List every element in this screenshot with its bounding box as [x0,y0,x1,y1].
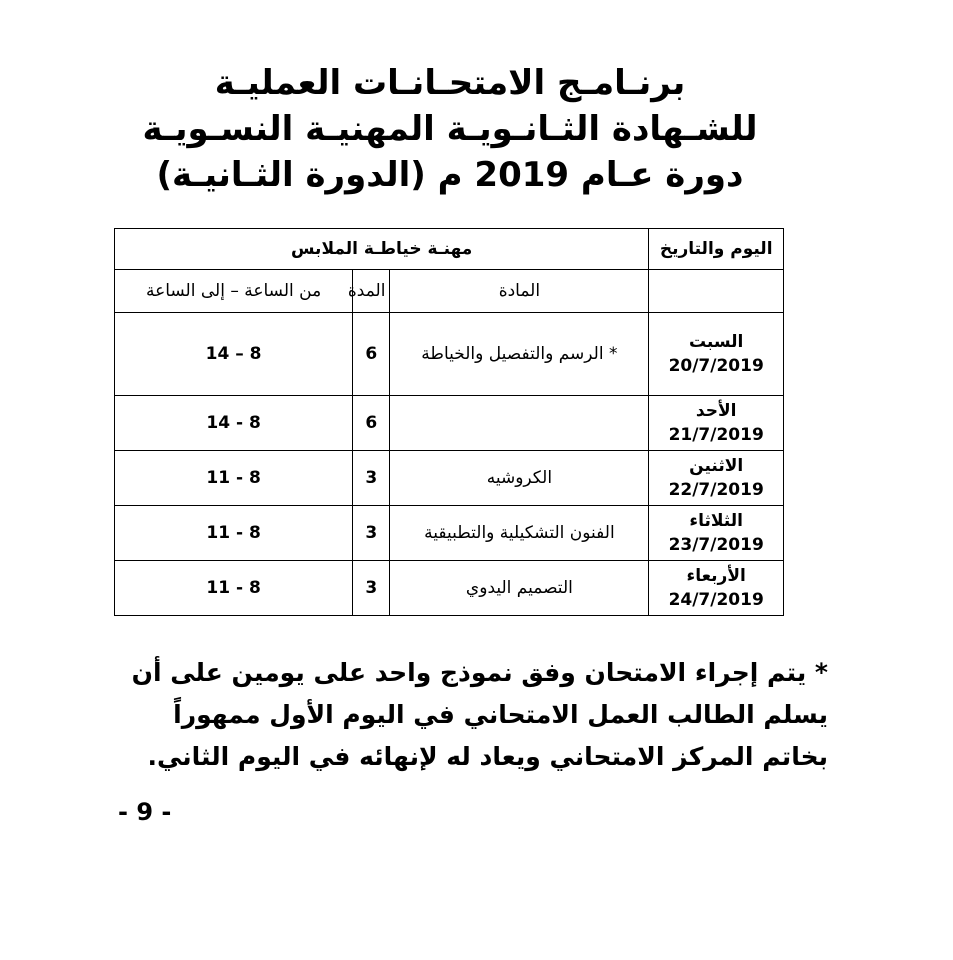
day-date-cell [649,451,784,506]
subject-cell: التصميم اليدوي [390,561,649,616]
time-cell: 11 - 8 [115,561,353,616]
day-name: السبت [688,332,744,352]
exam-note: * يتم إجراء الامتحان وفق نموذج واحد على يومين على أن يسلم الطالب العمل الامتحاني في اليوم الأول ممهوراً بخاتم المركز الامتحاني ويعاد له لإنهائه في اليوم الثاني. [131,658,828,771]
table-row [115,561,784,616]
time-cell: 14 - 8 [115,396,353,451]
duration-cell: 3 [353,451,390,506]
duration-cell: 3 [353,506,390,561]
time-cell: 14 – 8 [115,313,353,396]
subject-cell: الكروشيه [390,451,649,506]
day-name: الاثنين [689,456,744,476]
table-row [115,396,784,451]
day-date-cell [649,396,784,451]
day-name: الأحد [695,401,737,421]
table-row [115,506,784,561]
duration-cell: 3 [353,561,390,616]
date: 22/7/2019 [668,480,764,500]
page-number: - 9 - [118,798,172,826]
title-line-1: برنـامـج الامتحـانـات العمليـة [214,63,686,103]
header-subject: المادة [390,270,649,313]
time-cell: 11 - 8 [115,506,353,561]
time-cell: 11 - 8 [115,451,353,506]
duration-cell: 6 [353,396,390,451]
date: 24/7/2019 [668,590,764,610]
subject-cell: * الرسم والتفصيل والخياطة [390,313,649,396]
document-title [100,60,800,198]
header-day-date: اليوم والتاريخ [649,229,784,270]
day-date-cell [649,506,784,561]
day-name: الأربعاء [686,566,746,586]
header-duration: المدة [353,270,390,313]
exam-schedule-table [114,228,784,616]
day-name: الثلاثاء [689,511,743,531]
duration-cell: 6 [353,313,390,396]
title-line-3: دورة عـام 2019 م (الدورة الثـانيـة) [156,155,744,195]
date: 20/7/2019 [668,356,764,376]
table-row [115,313,784,396]
table-header-row [115,229,784,270]
header-time: من الساعة – إلى الساعة [115,270,353,313]
day-date-cell [649,313,784,396]
subject-cell [390,396,649,451]
subject-cell: الفنون التشكيلية والتطبيقية [390,506,649,561]
header-profession: مهنـة خياطـة الملابس [115,229,649,270]
table-row [115,451,784,506]
date: 23/7/2019 [668,535,764,555]
date: 21/7/2019 [668,425,764,445]
day-date-cell [649,561,784,616]
title-line-2: للشـهادة الثـانـويـة المهنيـة النسـويـة [142,109,758,149]
header-day-empty [649,270,784,313]
table-subheader-row [115,270,784,313]
